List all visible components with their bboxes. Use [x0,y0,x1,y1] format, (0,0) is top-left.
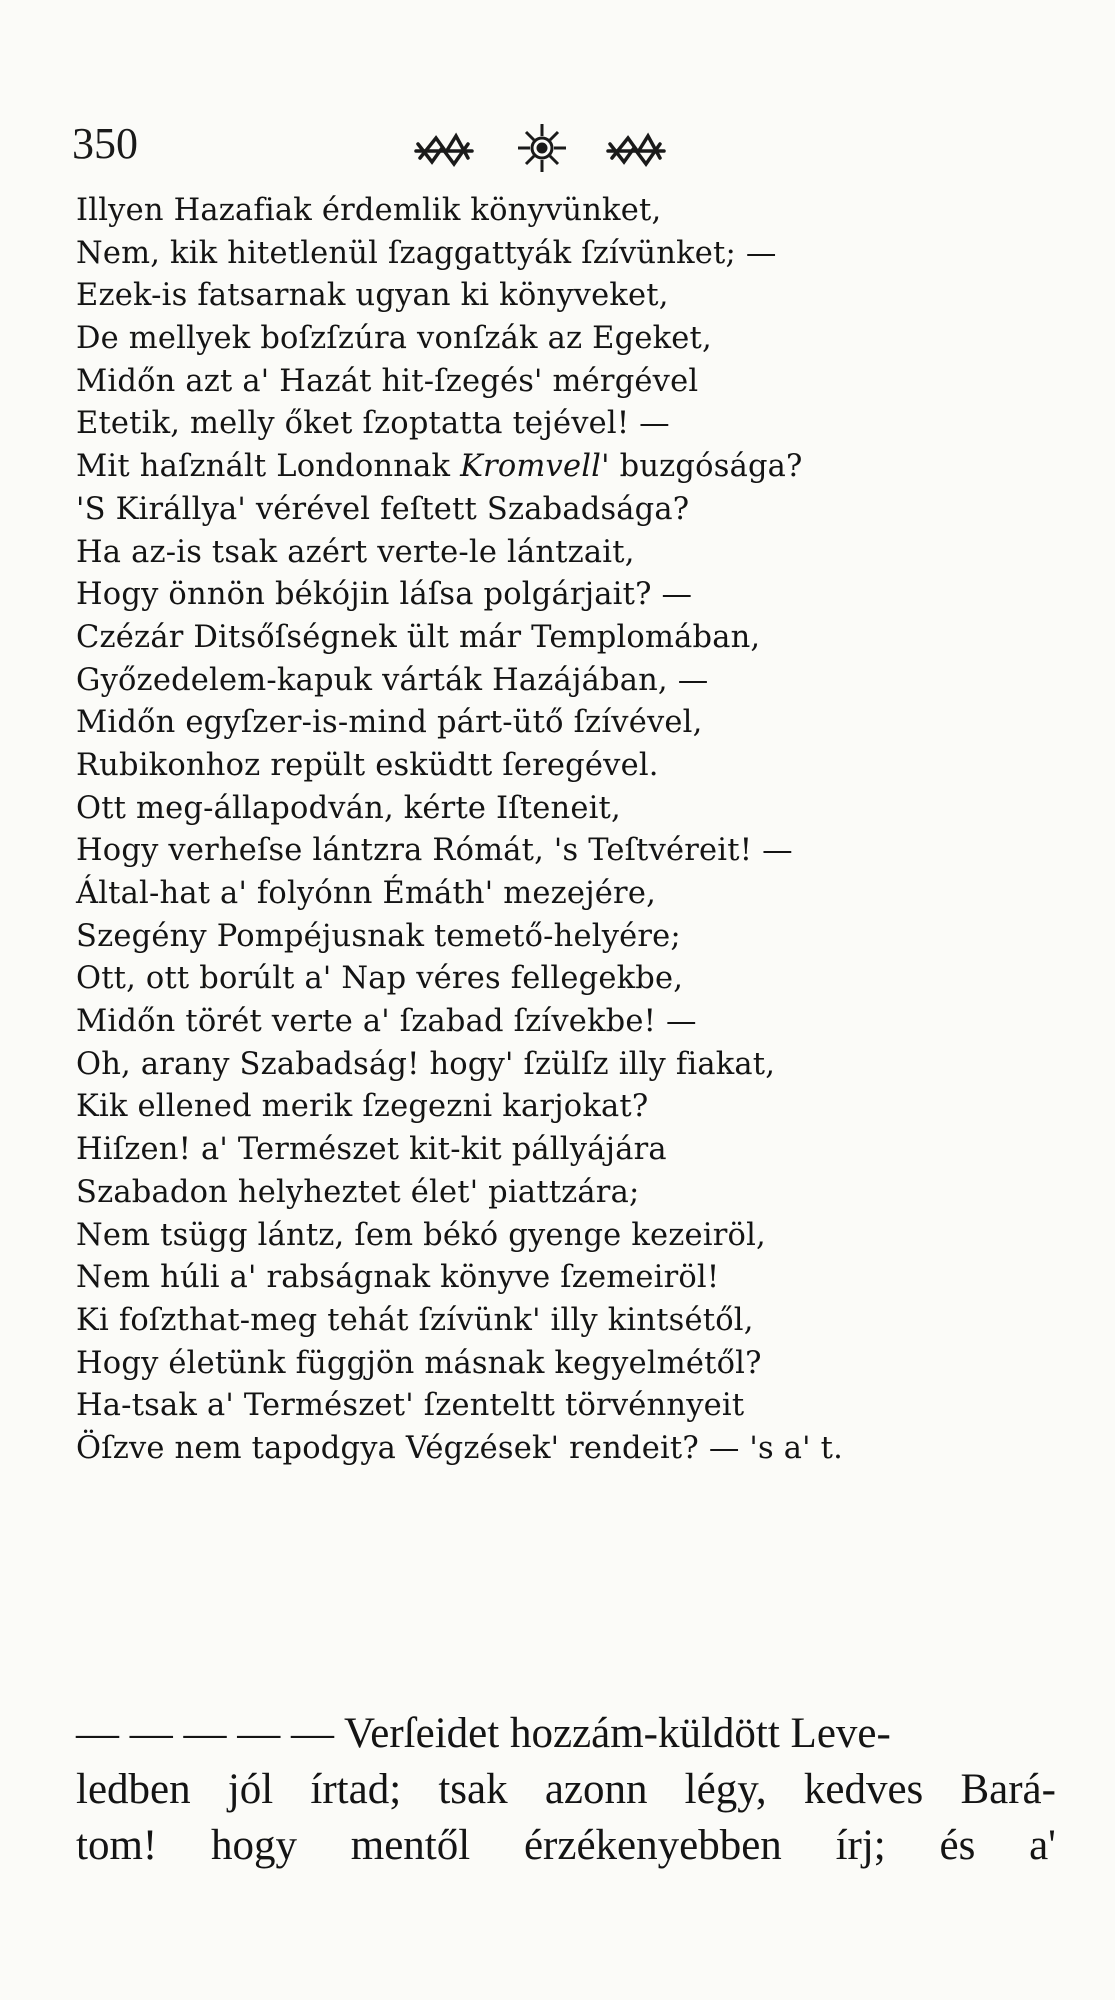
ornament-icon [412,118,712,174]
poem-line: Midőn törét verte a' ſzabad ſzívekbe! — [76,1004,697,1040]
prose-word: érzékenyebben [523,1822,782,1869]
poem-line: Öſzve nem tapodgya Végzések' rendeit? — 's a' t. [76,1430,843,1466]
prose-word: ledben [76,1766,191,1813]
poem-line: Hogy életünk függjön másnak kegyelmétől? [76,1345,762,1381]
prose-word: azonn [544,1766,648,1813]
poem-line: Győzedelem-kapuk várták Hazájában, — [76,662,709,698]
poem-line: 'S Királlya' vérével feſtett Szabadsága? [76,491,690,527]
poem-line: Szegény Pompéjusnak temető-helyére; [76,918,681,954]
poem-line: Rubikonhoz repült esküdtt ſeregével. [76,747,659,783]
prose-word: tsak [438,1766,508,1813]
prose-word: írtad; [310,1766,402,1813]
poem-block [76,190,1036,1471]
page-header [72,118,972,178]
poem-line: Kik ellened merik ſzegezni karjokat? [76,1089,649,1125]
prose-word: kedves [803,1766,924,1813]
poem-line: Nem tsügg lántz, ſem békó gyenge kezeiröl, [76,1217,766,1253]
poem-line: Ha az-is tsak azért verte-le lántzait, [76,534,635,570]
poem-line: Által-hat a' folyónn Émáth' mezejére, [76,876,656,911]
prose-dashes: — — — — — [76,1710,334,1757]
poem-line: Ha-tsak a' Természet' ſzenteltt törvénnyeit [76,1388,745,1424]
header-ornament [412,118,772,178]
poem-line: Ott, ott borúlt a' Nap véres fellegekbe, [76,961,684,997]
poem-italic-name: Kromvell' [460,449,610,485]
poem-line: Ezek-is fatsarnak ugyan ki könyveket, [76,278,669,314]
poem-line: Oh, arany Szabadság! hogy' ſzülſz illy fiakat, [76,1046,776,1082]
prose-word: hogy [210,1822,297,1869]
poem-line: Ott meg-állapodván, kérte Iſteneit, [76,790,621,826]
poem-line: Nem, kik hitetlenül ſzaggattyák ſzívünket; — [76,235,777,271]
prose-word: Bará- [960,1766,1056,1813]
poem-line: Hogy önnön békójin láſsa polgárjait? — [76,577,693,613]
prose-line [76,1762,1056,1818]
prose-block [76,1706,1056,1874]
prose-line [76,1706,1056,1762]
poem-line: Nem húli a' rabságnak könyve ſzemeiröl! [76,1260,720,1296]
poem-line: Hogy verheſse lántzra Rómát, 's Teſtvéreit! — [76,833,793,869]
poem-line: De mellyek boſzſzúra vonſzák az Egeket, [76,321,712,357]
poem-line [76,446,1036,489]
poem-line-start: Mit haſznált Londonnak [76,449,451,485]
prose-word: légy, [684,1766,767,1813]
prose-word: a' [1029,1822,1056,1869]
prose-word: jól [227,1766,274,1813]
prose-text: Verſeidet hozzám-küldött Leve- [343,1710,891,1757]
prose-line [76,1818,1056,1874]
poem-line: Midőn azt a' Hazát hit-ſzegés' mérgével [76,363,699,399]
poem-line: Illyen Hazafiak érdemlik könyvünket, [76,193,662,228]
poem-line: Szabadon helyheztet élet' piattzára; [76,1174,640,1210]
poem-line: Ki foſzthat-meg tehát ſzívünk' illy kintsétől, [76,1302,754,1338]
page-number: 350 [72,119,138,168]
prose-word: mentől [350,1822,471,1869]
poem-line: Czézár Ditsőſségnek ült már Templomában, [76,619,761,655]
poem-line: Midőn egyſzer-is-mind párt-ütő ſzívével, [76,705,703,741]
prose-word: és [939,1822,976,1869]
prose-word: tom! [76,1822,158,1869]
poem-line: Hiſzen! a' Természet kit-kit pállyájára [76,1132,667,1168]
poem-line-end: buzgósága? [619,449,803,485]
poem-line: Etetik, melly őket ſzoptatta tejével! — [76,406,670,442]
prose-word: írj; [835,1822,886,1869]
